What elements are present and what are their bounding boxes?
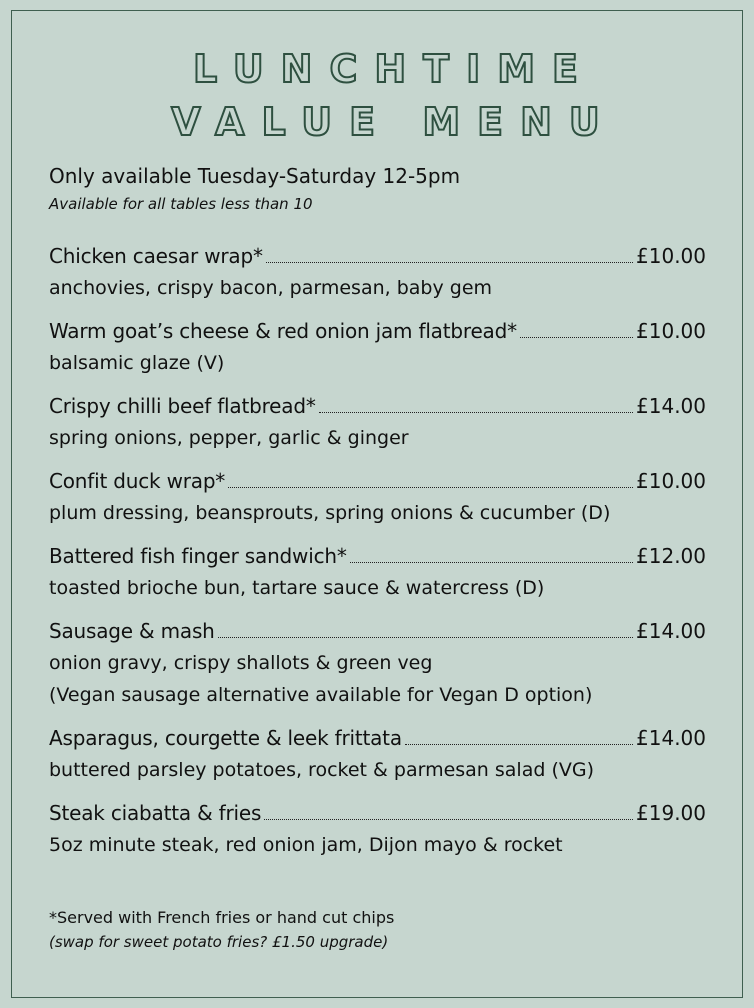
menu-title-line2: VALUE MENU [171, 100, 617, 144]
footnote [49, 906, 709, 954]
availability-text: Only available Tuesday-Saturday 12-5pm [49, 164, 461, 188]
item-price: £14.00 [636, 726, 706, 750]
item-note: (Vegan sausage alternative available for Vegan D option) [49, 684, 593, 706]
menu-item [49, 540, 706, 604]
item-price: £14.00 [636, 394, 706, 418]
item-description: 5oz minute steak, red onion jam, Dijon mayo & rocket [49, 834, 563, 856]
item-name: Asparagus, courgette & leek frittata [49, 726, 402, 750]
menu-title-line1: LUNCHTIME [192, 47, 596, 91]
item-price: £19.00 [636, 801, 706, 825]
dot-leader [319, 411, 633, 413]
menu-item [49, 390, 706, 454]
item-description: toasted brioche bun, tartare sauce & watercress (D) [49, 577, 545, 599]
item-description: spring onions, pepper, garlic & ginger [49, 427, 409, 449]
item-description: balsamic glaze (V) [49, 352, 225, 374]
menu-items [49, 240, 706, 872]
item-description: anchovies, crispy bacon, parmesan, baby gem [49, 277, 493, 299]
footnote-upgrade-note: (swap for sweet potato fries? £1.50 upgrade) [49, 933, 389, 951]
item-name: Chicken caesar wrap* [49, 244, 263, 268]
item-name: Warm goat’s cheese & red onion jam flatbread* [49, 319, 517, 343]
item-name: Battered fish finger sandwich* [49, 544, 347, 568]
item-price: £10.00 [636, 319, 706, 343]
dot-leader [520, 336, 633, 338]
dot-leader [405, 743, 633, 745]
table-size-note: Available for all tables less than 10 [49, 195, 313, 213]
item-price: £12.00 [636, 544, 706, 568]
item-description: onion gravy, crispy shallots & green veg [49, 652, 433, 674]
item-name: Crispy chilli beef flatbread* [49, 394, 316, 418]
dot-leader [228, 486, 633, 488]
item-name: Confit duck wrap* [49, 469, 226, 493]
menu-item [49, 240, 706, 304]
menu-item [49, 465, 706, 529]
item-description: plum dressing, beansprouts, spring onions & cucumber (D) [49, 502, 611, 524]
dot-leader [350, 561, 633, 563]
menu-item [49, 615, 706, 711]
item-name: Sausage & mash [49, 619, 215, 643]
footnote-text: *Served with French fries or hand cut chips [49, 908, 395, 927]
item-price: £14.00 [636, 619, 706, 643]
item-name: Steak ciabatta & fries [49, 801, 262, 825]
menu-intro [49, 162, 709, 216]
dot-leader [218, 636, 633, 638]
menu-item [49, 315, 706, 379]
menu-item [49, 797, 706, 861]
item-price: £10.00 [636, 244, 706, 268]
item-description: buttered parsley potatoes, rocket & parmesan salad (VG) [49, 759, 594, 781]
item-price: £10.00 [636, 469, 706, 493]
menu-item [49, 722, 706, 786]
dot-leader [264, 818, 633, 820]
dot-leader [266, 261, 633, 263]
